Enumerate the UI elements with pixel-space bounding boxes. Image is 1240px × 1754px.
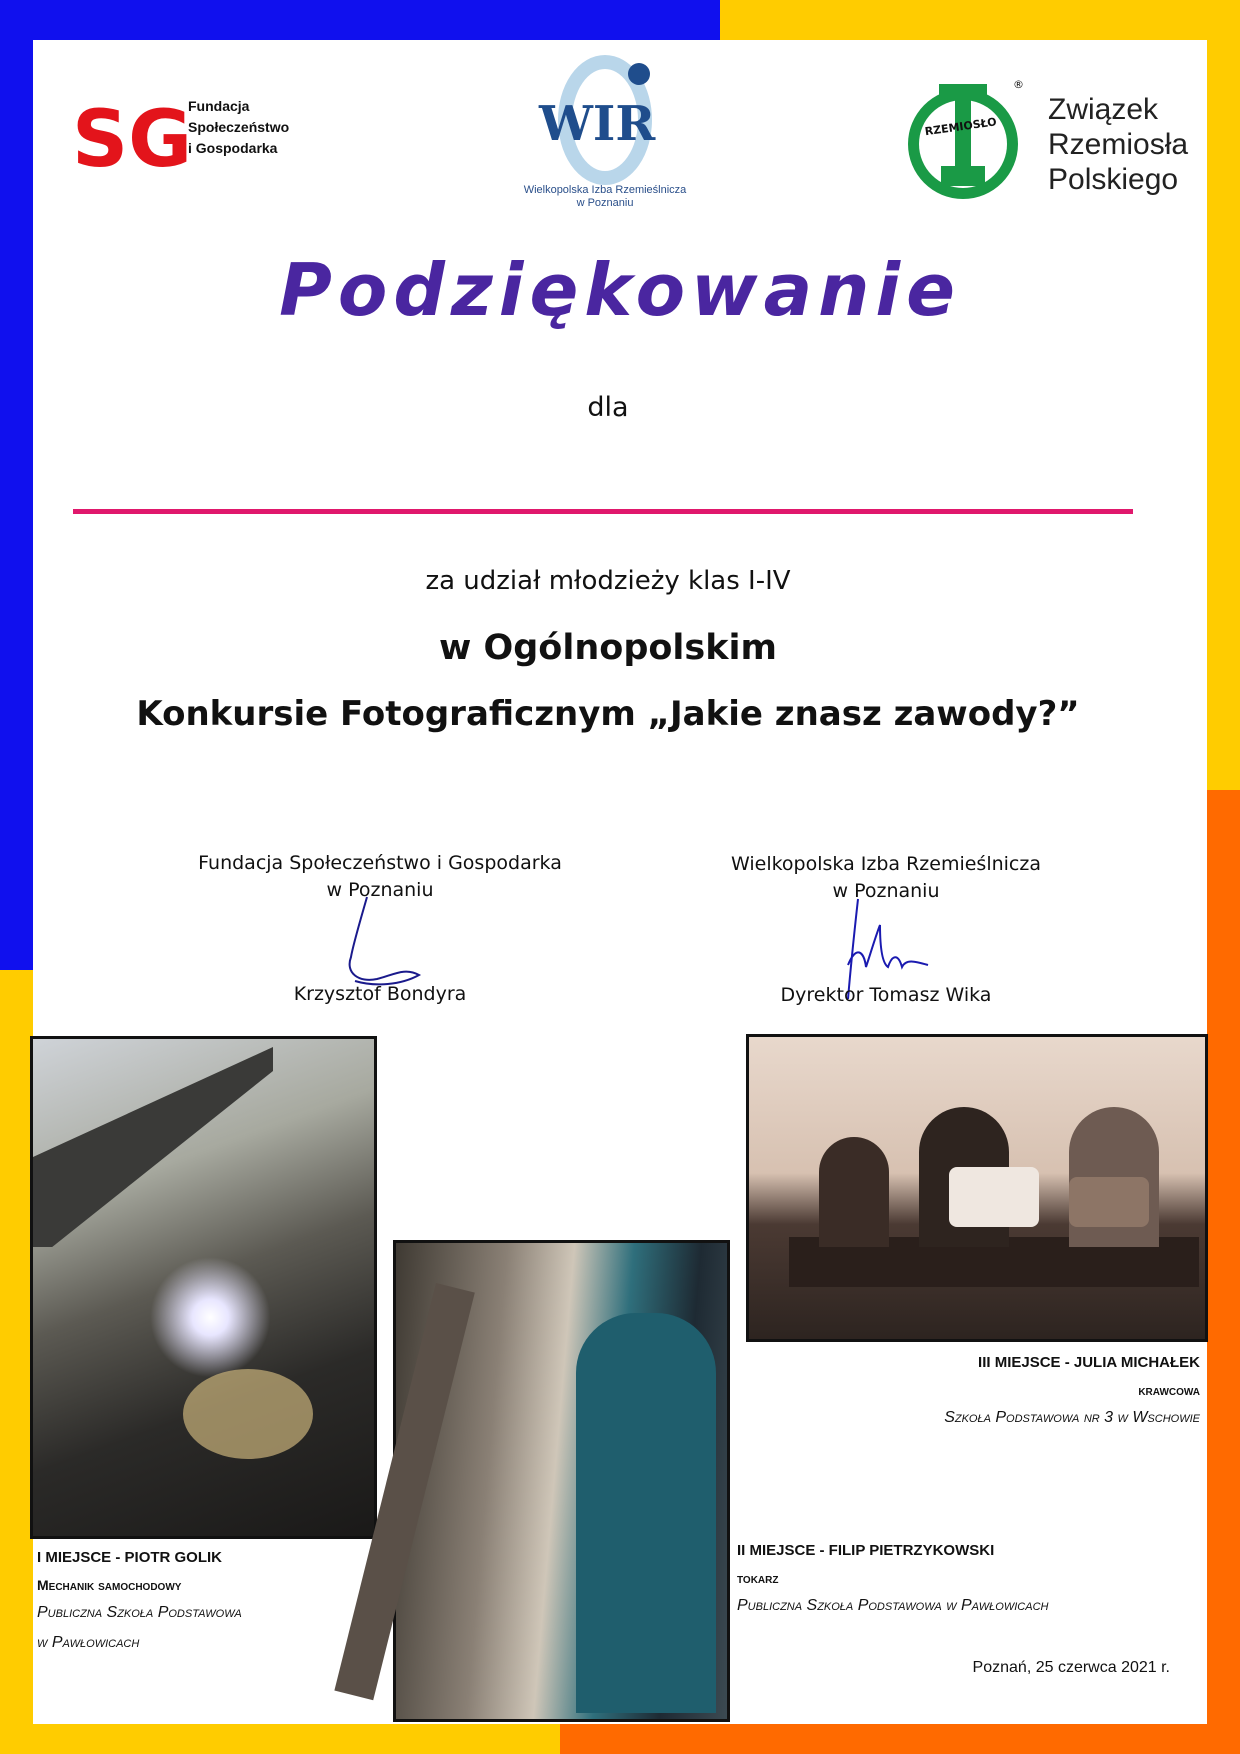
winner-school: Szkoła Podstawowa nr 3 w Wschowie — [944, 1409, 1200, 1426]
person-shape — [819, 1137, 889, 1247]
for-label: dla — [587, 392, 629, 423]
signature-icon — [315, 895, 425, 990]
participation-text: za udział młodzieży klas I-IV — [425, 566, 791, 596]
winner-profession: krawcowa — [1138, 1382, 1200, 1398]
winner-school: Publiczna Szkoła Podstawowa — [37, 1604, 242, 1621]
winner-place: II MIEJSCE - FILIP PIETRZYKOWSKI — [737, 1542, 995, 1559]
zrp-logo-line: Rzemiosła — [1048, 128, 1189, 161]
sg-logo-icon — [72, 95, 193, 185]
sewing-machine-shape — [1069, 1177, 1149, 1227]
winner-profession: tokarz — [737, 1570, 779, 1586]
contest-line-1: w Ogólnopolskim — [438, 628, 777, 668]
winner-school: w Pawłowicach — [37, 1634, 140, 1651]
lathe-photo — [393, 1240, 730, 1722]
rzemioslo-logo-icon — [905, 74, 1029, 208]
headlight-shape — [183, 1369, 313, 1459]
zrp-logo-line: Polskiego — [1048, 163, 1179, 196]
frame-yellow-bottom — [0, 1724, 560, 1754]
winner-place: I MIEJSCE - PIOTR GOLIK — [37, 1549, 223, 1566]
sg-logo-line: Społeczeństwo — [188, 119, 290, 135]
sewing-photo — [746, 1034, 1208, 1342]
frame-yellow-top — [720, 0, 1240, 40]
signatory-name-1: Krzysztof Bondyra — [293, 983, 467, 1005]
car-hood-shape — [33, 1047, 273, 1247]
mechanic-photo — [30, 1036, 377, 1539]
frame-orange-bottom — [560, 1724, 1240, 1754]
winner-caption-3 — [746, 1349, 1200, 1433]
rzemioslo-logo-mark: RZEMIOSŁO — [923, 115, 998, 139]
sg-logo-line: Fundacja — [188, 98, 250, 114]
frame-blue-left — [0, 0, 33, 970]
signatory-name-2: Dyrektor Tomasz Wika — [780, 984, 992, 1006]
certificate-title: Podziękowanie — [279, 248, 961, 332]
signature-org-line: Wielkopolska Izba Rzemieślnicza — [730, 853, 1041, 875]
recipient-name-line — [73, 509, 1133, 514]
wir-logo-caption — [505, 184, 705, 210]
signature-org-line: w Poznaniu — [326, 879, 434, 901]
winner-profession: Mechanik samochodowy — [37, 1577, 182, 1593]
winner-place: III MIEJSCE - JULIA MICHAŁEK — [978, 1354, 1200, 1371]
zrp-logo-line: Związek — [1048, 93, 1159, 126]
wir-logo-icon — [535, 60, 665, 185]
sg-logo-line: i Gospodarka — [188, 140, 278, 156]
winner-school: Publiczna Szkoła Podstawowa w Pawłowicach — [737, 1597, 1049, 1614]
winner-caption-2 — [737, 1537, 1197, 1621]
wir-caption-line: w Poznaniu — [576, 197, 634, 209]
contest-line-2: Konkursie Fotograficznym „Jakie znasz zawody?” — [136, 694, 1080, 734]
wir-logo-mark: WIR — [539, 96, 656, 152]
worker-shape — [576, 1313, 716, 1713]
issue-date: Poznań, 25 czerwca 2021 r. — [972, 1659, 1170, 1676]
frame-yellow-left — [0, 970, 33, 1754]
signature-org-line: Fundacja Społeczeństwo i Gospodarka — [198, 852, 562, 874]
winner-caption-1 — [37, 1544, 377, 1658]
signature-org-line: w Poznaniu — [832, 880, 940, 902]
zrp-logo-text — [1048, 92, 1188, 197]
sg-logo-s: SG — [72, 95, 193, 185]
sewing-machine-shape — [949, 1167, 1039, 1227]
wir-caption-line: Wielkopolska Izba Rzemieślnicza — [523, 184, 687, 196]
sg-logo-text — [188, 96, 289, 159]
registered-mark: ® — [1013, 78, 1024, 91]
frame-orange-right — [1207, 790, 1240, 1754]
